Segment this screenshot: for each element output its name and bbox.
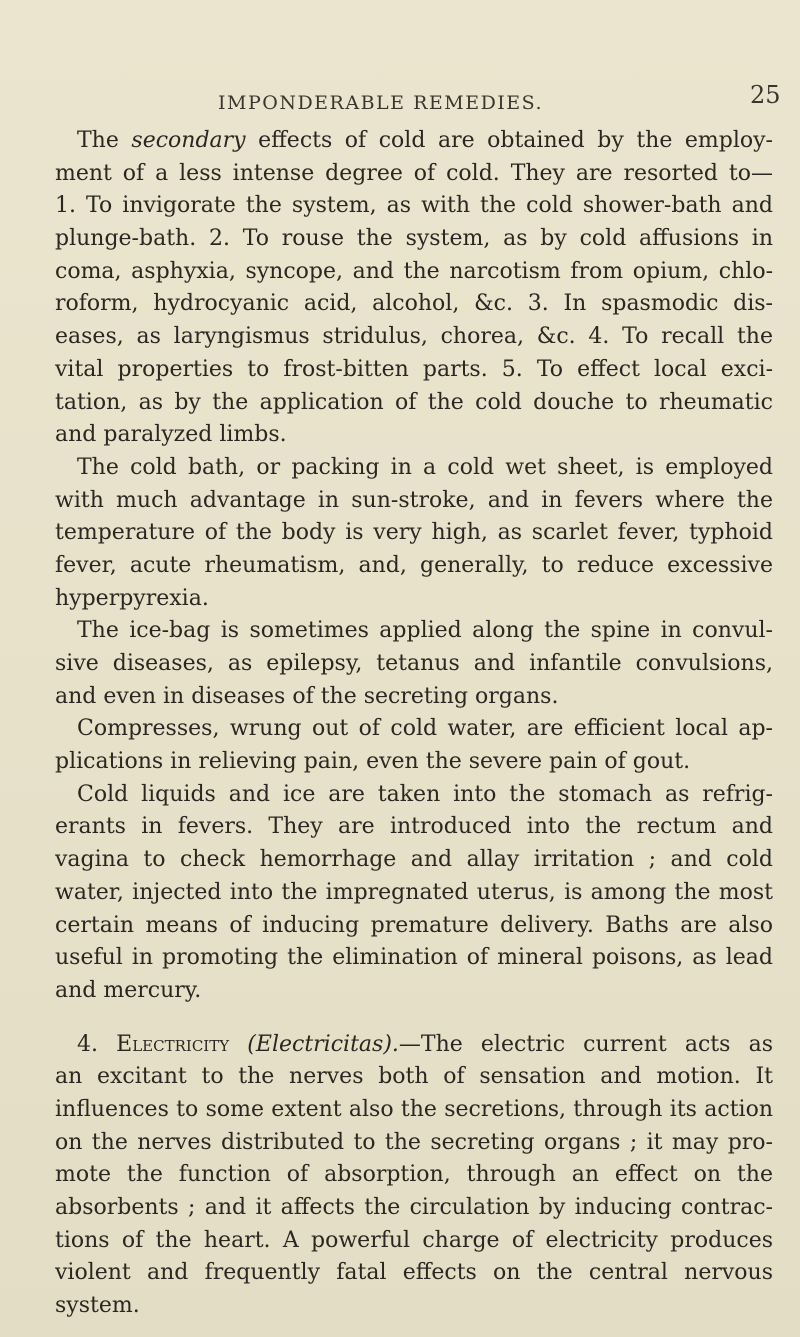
text-line: Cold liquids and ice are taken into the stomach as refrig- [77, 781, 773, 807]
text-line: sive diseases, as epilepsy, tetanus and infantile convulsions, [55, 651, 773, 676]
text-line: tions of the heart. A powerful charge of electricity produces [55, 1227, 773, 1253]
text-line: system. [55, 1293, 140, 1319]
text-line: certain means of inducing premature delivery. Baths are also [55, 912, 773, 938]
section-heading: Electricity [116, 1031, 230, 1057]
text-line: and even in diseases of the secreting organs. [55, 683, 559, 709]
text-line: roform, hydrocyanic acid, alcohol, &c. 3. In spasmodic dis- [55, 291, 773, 317]
body-text [55, 125, 773, 1323]
text-line: influences to some extent also the secretions, through its action [55, 1096, 773, 1122]
text-line: vital properties to frost-bitten parts. 5. To effect local exci- [55, 356, 773, 382]
text-line: useful in promoting the elimination of mineral poisons, as lead [55, 945, 773, 971]
text-line: water, injected into the impregnated uterus, is among the most [55, 879, 773, 905]
text-line: tation, as by the application of the cold douche to rheumatic [55, 389, 773, 415]
text-line: plunge-bath. 2. To rouse the system, as by cold affusions in [55, 226, 773, 252]
text-line: ment of a less intense degree of cold. They are resorted to— [55, 160, 773, 186]
section-heading-line [55, 1029, 773, 1062]
text-line: mote the function of absorption, through an effect on the [55, 1162, 773, 1188]
text-line: hyperpyrexia. [55, 585, 209, 611]
text-line: and paralyzed limbs. [55, 422, 287, 448]
text-line: The cold bath, or packing in a cold wet sheet, is employed [77, 454, 773, 480]
text-line: violent and frequently fatal effects on the central nervous [55, 1260, 773, 1286]
section-heading-rest: —The electric current acts as [398, 1031, 773, 1057]
text-line: fever, acute rheumatism, and, generally, to reduce excessive [55, 552, 773, 578]
text-line: coma, asphyxia, syncope, and the narcotism from opium, chlo- [55, 258, 773, 284]
text-line: vagina to check hemorrhage and allay irritation ; and cold [55, 847, 773, 873]
text-line: plications in relieving pain, even the severe pain of gout. [55, 749, 691, 775]
text-line: on the nerves distributed to the secreting organs ; it may pro- [55, 1129, 773, 1155]
text-line: erants in fevers. They are introduced into the rectum and [55, 814, 773, 840]
text-line: 1. To invigorate the system, as with the cold shower-bath and [55, 193, 773, 219]
text-line: and mercury. [55, 977, 202, 1003]
running-head: IMPONDERABLE REMEDIES. [218, 92, 544, 114]
text-line: The secondary effects of cold are obtained by the employ- [77, 128, 773, 153]
text-line: absorbents ; and it affects the circulation by inducing contrac- [55, 1195, 773, 1220]
section-gap [55, 1008, 773, 1029]
text-line: an excitant to the nerves both of sensation and motion. It [55, 1064, 773, 1090]
text-line: Compresses, wrung out of cold water, are efficient local ap- [77, 716, 773, 742]
section-number: 4. [77, 1031, 98, 1057]
page-number: 25 [750, 81, 781, 109]
text-line: The ice-bag is sometimes applied along the spine in convul- [77, 618, 773, 644]
text-line: eases, as laryngismus stridulus, chorea, &c. 4. To recall the [55, 324, 773, 350]
text-line: temperature of the body is very high, as scarlet fever, typhoid [55, 520, 773, 546]
text-line: with much advantage in sun-stroke, and in fevers where the [55, 487, 773, 513]
section-latin-name: (Electricitas). [247, 1031, 399, 1057]
